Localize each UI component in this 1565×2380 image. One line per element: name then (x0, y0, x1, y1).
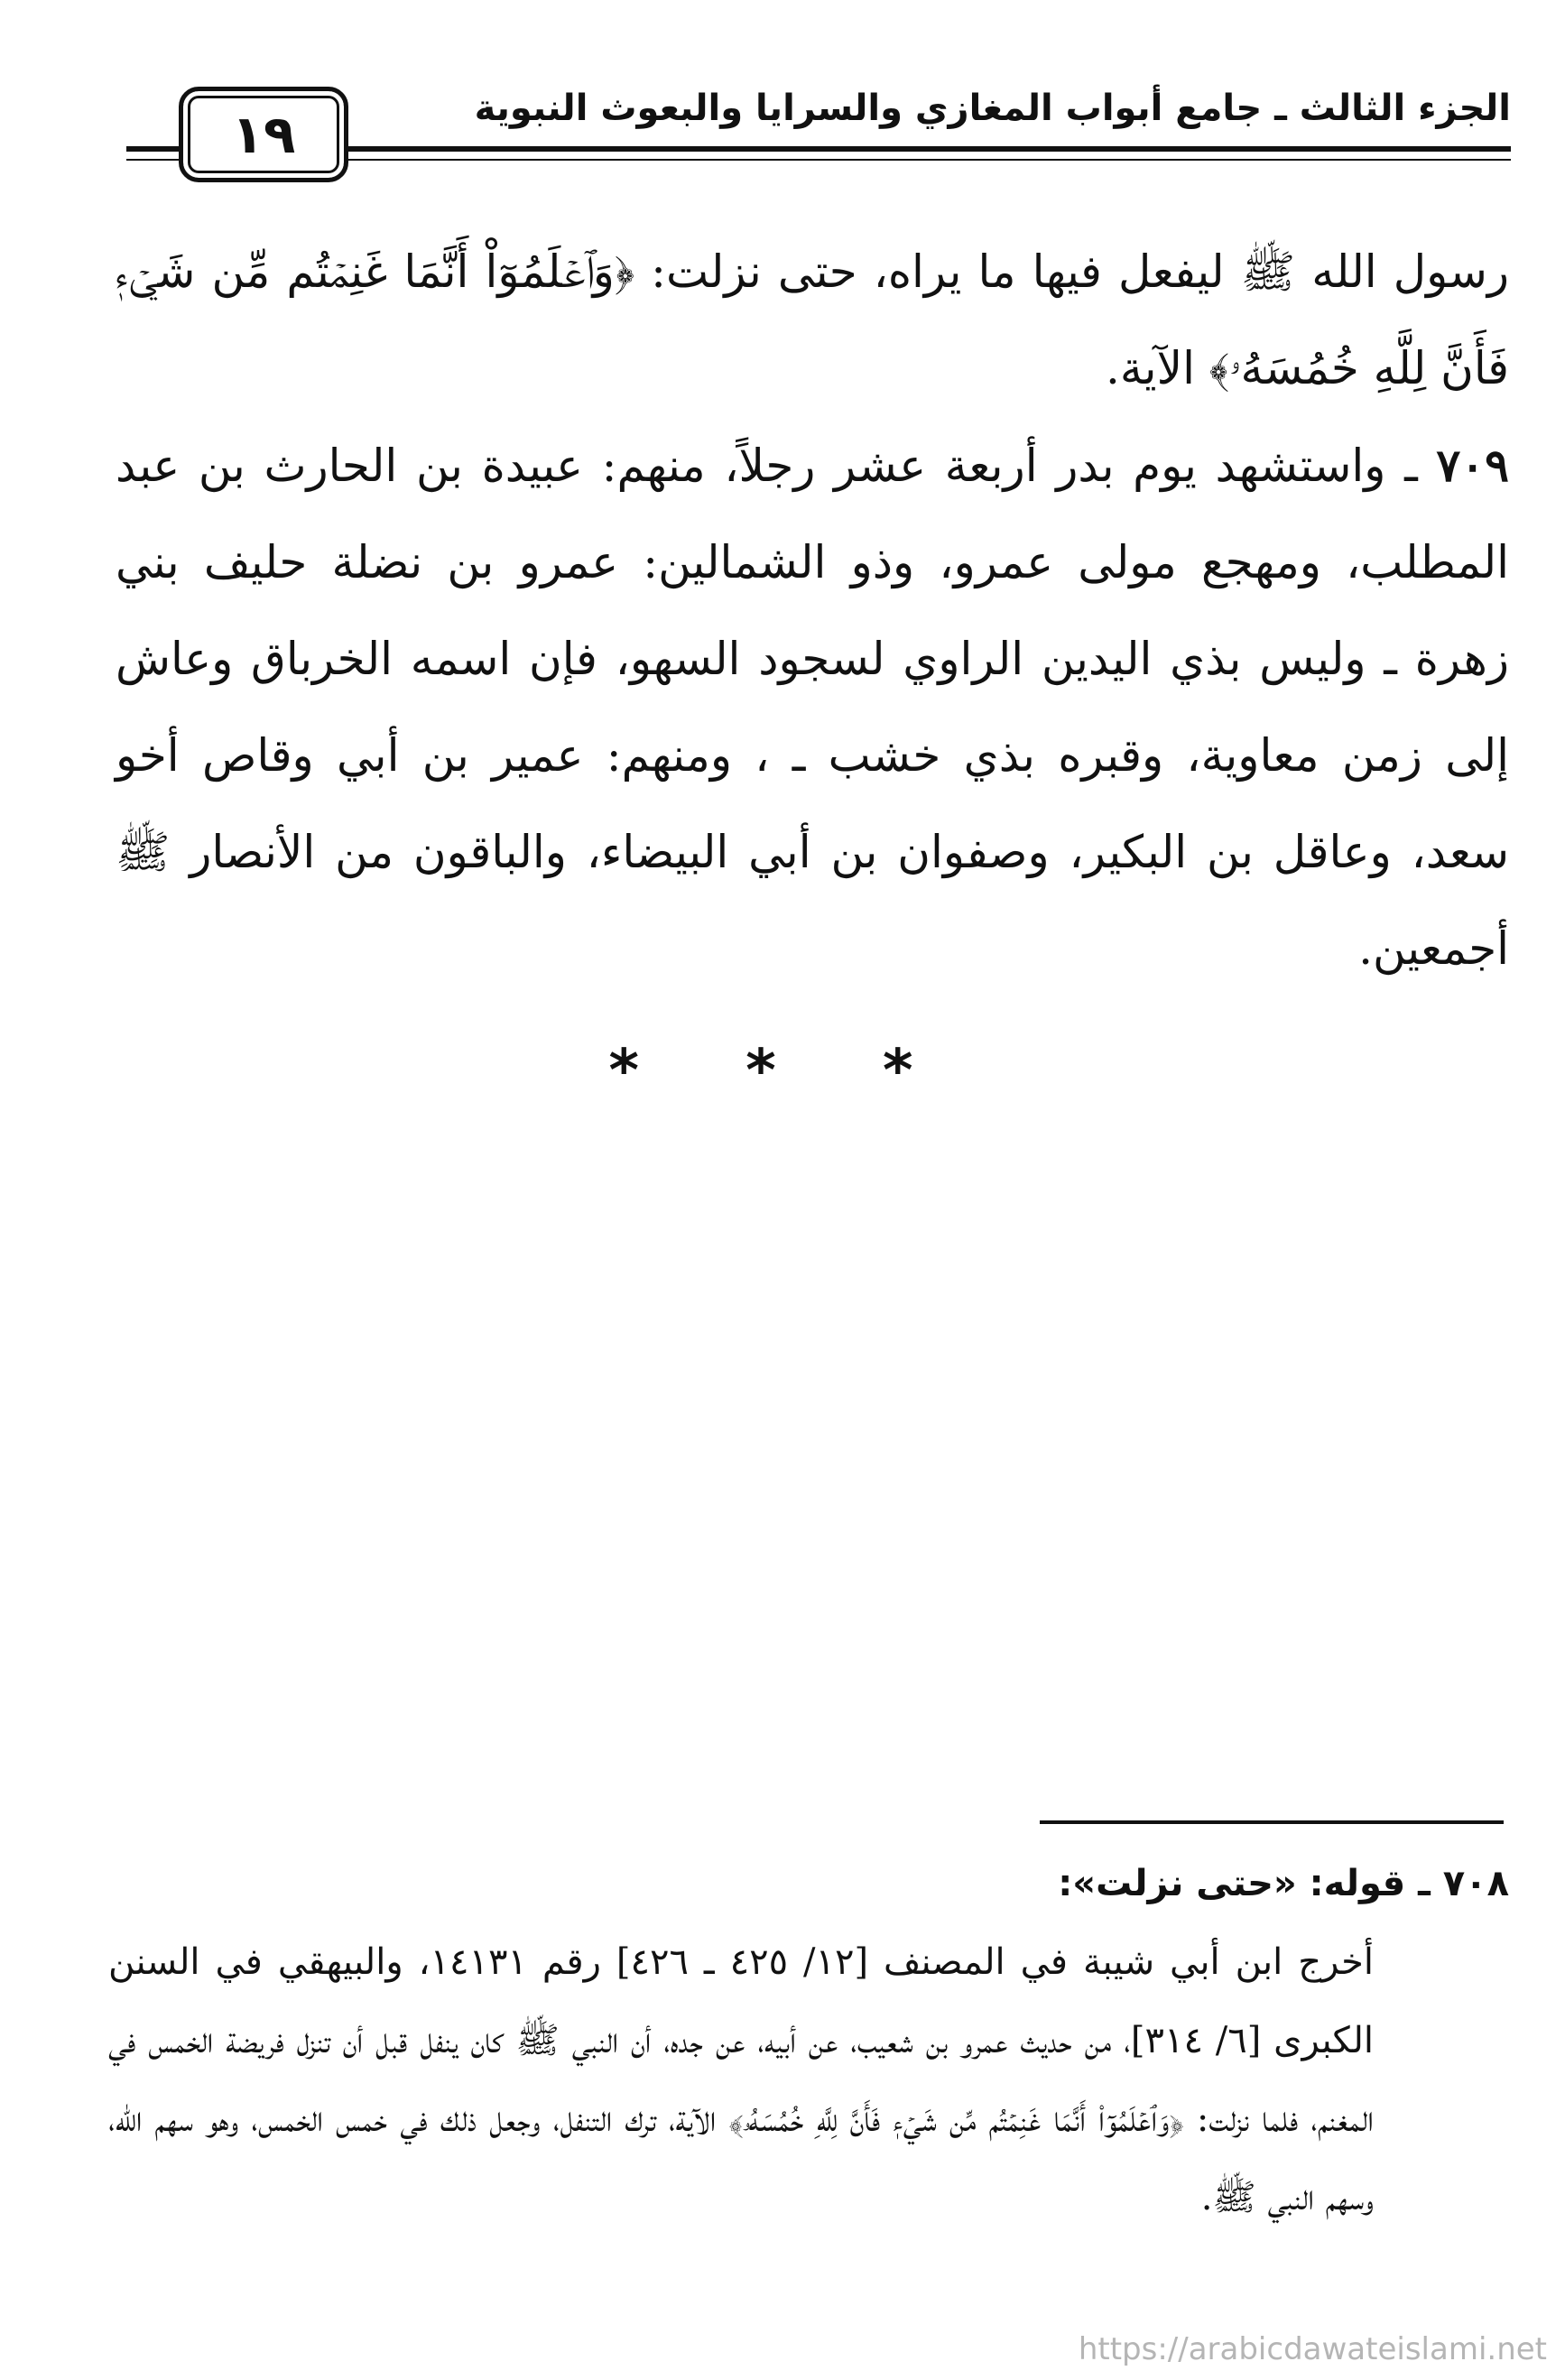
section-separator: * * * (608, 1038, 957, 1105)
paragraph-number: ٧٠٩ (1436, 439, 1509, 492)
footnote-body: أخرج ابن أبي شيبة في المصنف [١٢/ ٤٢٥ ـ ٤٢٦] رقم ١٤١٣١، والبيهقي في السنن الكبرى [٦/ ٣١٤]، من حديث عمرو بن شعيب، عن أبيه، عن جده، أن النبي ﷺ كان ينفل قبل أن تنزل فريضة الخمس في المغنم، فلما نزلت: ﴿وَٱعۡلَمُوٓاْ أَنَّمَا غَنِمۡتُم مِّن شَيۡءٖ فَأَنَّ لِلَّهِ خُمُسَهُۥ﴾ الآية، ترك التنفل، وجعل ذلك في خمس الخمس، وهو سهم الله، وسهم النبي ﷺ. (108, 1941, 1374, 2218)
footnote-rule (1040, 1820, 1504, 1824)
watermark-url: https://arabicdawateislami.net (1078, 2331, 1547, 2367)
footnote-heading: ٧٠٨ ـ قوله: «حتى نزلت»: (1058, 1863, 1509, 1904)
page-number: ١٩ (179, 87, 348, 182)
main-text (116, 224, 1509, 997)
paragraph-709 (116, 417, 1509, 997)
footnotes (108, 1845, 1509, 2237)
paragraph-continuation: رسول الله ﷺ ليفعل فيها ما يراه، حتى نزلت: ﴿وَٱعۡلَمُوٓاْ أَنَّمَا غَنِمۡتُم مِّن شَيۡءٖ فَأَنَّ لِلَّهِ خُمُسَهُۥ﴾ الآية. (116, 245, 1509, 394)
paragraph-709-text: ـ واستشهد يوم بدر أربعة عشر رجلاً، منهم: عبيدة بن الحارث بن عبد المطلب، ومهجع مولى عمرو، وذو الشمالين: عمرو بن نضلة حليف بني زهرة ـ وليس بذي اليدين الراوي لسجود السهو، فإن اسمه الخرباق وعاش إلى زمن معاوية، وقبره بذي خشب ـ ، ومنهم: عمير بن أبي وقاص أخو سعد، وعاقل بن البكير، وصفوان بن أبي البيضاء، والباقون من الأنصار ﷺ أجمعين. (116, 440, 1509, 975)
running-title: الجزء الثالث ـ جامع أبواب المغازي والسرايا والبعوث النبوية (474, 88, 1511, 129)
